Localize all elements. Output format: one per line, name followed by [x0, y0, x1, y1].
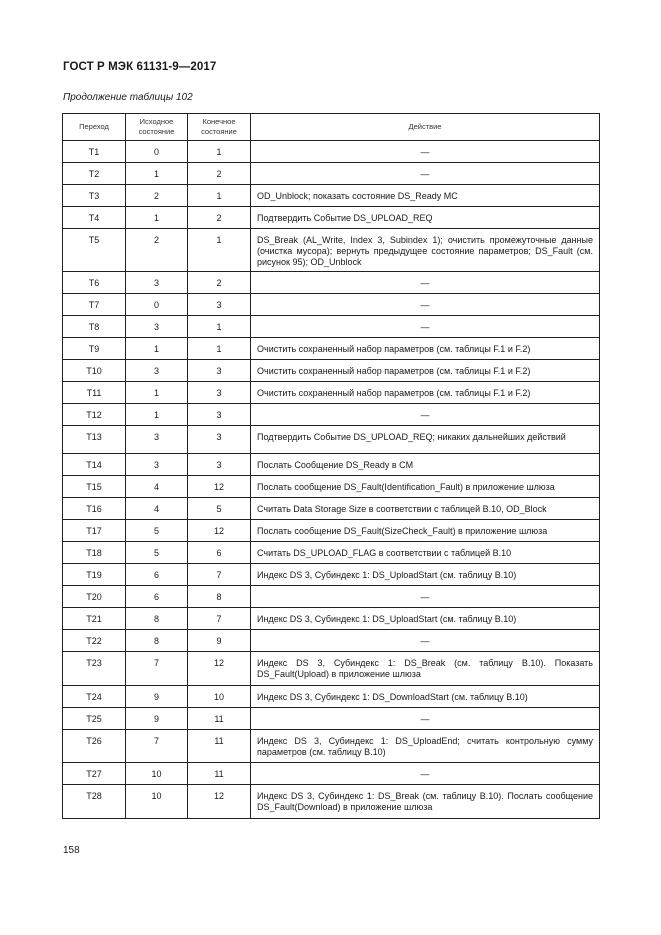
target-state-cell: 3 — [188, 404, 251, 426]
table-row — [63, 520, 600, 542]
table-row — [63, 404, 600, 426]
table-row — [63, 763, 600, 785]
table-row — [63, 338, 600, 360]
target-state-cell: 12 — [188, 476, 251, 498]
source-state-cell: 3 — [126, 426, 188, 454]
target-state-cell: 1 — [188, 338, 251, 360]
transition-table — [62, 113, 600, 819]
source-state-cell: 0 — [126, 294, 188, 316]
action-cell: — — [251, 294, 600, 316]
source-state-cell: 8 — [126, 608, 188, 630]
action-cell: — — [251, 316, 600, 338]
table-row — [63, 426, 600, 454]
target-state-cell: 3 — [188, 382, 251, 404]
transition-cell: T23 — [63, 652, 126, 686]
transition-cell: T25 — [63, 708, 126, 730]
target-state-cell: 8 — [188, 586, 251, 608]
source-state-cell: 4 — [126, 476, 188, 498]
table-row — [63, 730, 600, 763]
transition-cell: T14 — [63, 454, 126, 476]
source-state-cell: 3 — [126, 316, 188, 338]
target-state-cell: 11 — [188, 730, 251, 763]
action-cell: Послать сообщение DS_Fault(SizeCheck_Fault) в приложение шлюза — [251, 520, 600, 542]
transition-cell: T9 — [63, 338, 126, 360]
table-row — [63, 382, 600, 404]
source-state-cell: 7 — [126, 730, 188, 763]
transition-cell: T3 — [63, 185, 126, 207]
source-state-cell: 9 — [126, 686, 188, 708]
table-header-row — [63, 114, 600, 141]
transition-cell: T11 — [63, 382, 126, 404]
transition-cell: T12 — [63, 404, 126, 426]
col-header-source-state: Исходное состояние — [126, 114, 188, 141]
action-cell: Индекс DS 3, Субиндекс 1: DS_DownloadStart (см. таблицу B.10) — [251, 686, 600, 708]
transition-cell: T19 — [63, 564, 126, 586]
target-state-cell: 2 — [188, 272, 251, 294]
target-state-cell: 3 — [188, 454, 251, 476]
action-cell: — — [251, 163, 600, 185]
transition-cell: T16 — [63, 498, 126, 520]
table-row — [63, 608, 600, 630]
source-state-cell: 10 — [126, 763, 188, 785]
transition-cell: T20 — [63, 586, 126, 608]
target-state-cell: 12 — [188, 785, 251, 819]
target-state-cell: 7 — [188, 564, 251, 586]
table-row — [63, 316, 600, 338]
table-row — [63, 454, 600, 476]
target-state-cell: 12 — [188, 652, 251, 686]
target-state-cell: 1 — [188, 141, 251, 163]
target-state-cell: 7 — [188, 608, 251, 630]
target-state-cell: 11 — [188, 763, 251, 785]
transition-cell: T8 — [63, 316, 126, 338]
table-row — [63, 476, 600, 498]
transition-cell: T24 — [63, 686, 126, 708]
target-state-cell: 9 — [188, 630, 251, 652]
transition-cell: T22 — [63, 630, 126, 652]
table-row — [63, 586, 600, 608]
action-cell: OD_Unblock; показать состояние DS_Ready MC — [251, 185, 600, 207]
source-state-cell: 1 — [126, 207, 188, 229]
source-state-cell: 6 — [126, 586, 188, 608]
target-state-cell: 5 — [188, 498, 251, 520]
source-state-cell: 2 — [126, 185, 188, 207]
target-state-cell: 3 — [188, 360, 251, 382]
table-row — [63, 229, 600, 272]
transition-cell: T4 — [63, 207, 126, 229]
source-state-cell: 4 — [126, 498, 188, 520]
table-row — [63, 207, 600, 229]
action-cell: — — [251, 763, 600, 785]
table-row — [63, 686, 600, 708]
action-cell: — — [251, 630, 600, 652]
col-header-action: Действие — [251, 114, 600, 141]
action-cell: Индекс DS 3, Субиндекс 1: DS_Break (см. таблицу B.10). Показать DS_Fault(Upload) в приложение шлюза — [251, 652, 600, 686]
source-state-cell: 1 — [126, 382, 188, 404]
target-state-cell: 3 — [188, 426, 251, 454]
table-row — [63, 360, 600, 382]
action-cell: Считать Data Storage Size в соответствии с таблицей B.10, OD_Block — [251, 498, 600, 520]
source-state-cell: 3 — [126, 454, 188, 476]
table-row — [63, 498, 600, 520]
action-cell: Очистить сохраненный набор параметров (см. таблицы F.1 и F.2) — [251, 338, 600, 360]
transition-cell: T6 — [63, 272, 126, 294]
col-header-target-state: Конечное состояние — [188, 114, 251, 141]
document-header: ГОСТ Р МЭК 61131-9—2017 — [63, 61, 217, 73]
source-state-cell: 2 — [126, 229, 188, 272]
action-cell: — — [251, 272, 600, 294]
target-state-cell: 1 — [188, 316, 251, 338]
source-state-cell: 3 — [126, 272, 188, 294]
source-state-cell: 3 — [126, 360, 188, 382]
action-cell: Индекс DS 3, Субиндекс 1: DS_UploadStart (см. таблицу B.10) — [251, 564, 600, 586]
action-cell: Индекс DS 3, Субиндекс 1: DS_Break (см. таблицу B.10). Послать сообщение DS_Fault(Download) в приложение шлюза — [251, 785, 600, 819]
target-state-cell: 6 — [188, 542, 251, 564]
action-cell: Подтвердить Событие DS_UPLOAD_REQ; никаких дальнейших действий — [251, 426, 600, 454]
action-cell: — — [251, 708, 600, 730]
action-cell: — — [251, 141, 600, 163]
action-cell: Считать DS_UPLOAD_FLAG в соответствии с таблицей B.10 — [251, 542, 600, 564]
table-row — [63, 294, 600, 316]
source-state-cell: 1 — [126, 404, 188, 426]
transition-cell: T2 — [63, 163, 126, 185]
target-state-cell: 10 — [188, 686, 251, 708]
source-state-cell: 1 — [126, 338, 188, 360]
transition-cell: T10 — [63, 360, 126, 382]
source-state-cell: 0 — [126, 141, 188, 163]
transition-cell: T7 — [63, 294, 126, 316]
action-cell: — — [251, 404, 600, 426]
table-row — [63, 708, 600, 730]
action-cell: Индекс DS 3, Субиндекс 1: DS_UploadEnd; считать контрольную сумму параметров (см. таблицу B.10) — [251, 730, 600, 763]
action-cell: Подтвердить Событие DS_UPLOAD_REQ — [251, 207, 600, 229]
action-cell: Послать сообщение DS_Fault(Identification_Fault) в приложение шлюза — [251, 476, 600, 498]
table-row — [63, 272, 600, 294]
source-state-cell: 9 — [126, 708, 188, 730]
target-state-cell: 12 — [188, 520, 251, 542]
target-state-cell: 1 — [188, 229, 251, 272]
transition-cell: T21 — [63, 608, 126, 630]
table-row — [63, 630, 600, 652]
transition-cell: T1 — [63, 141, 126, 163]
action-cell: Очистить сохраненный набор параметров (см. таблицы F.1 и F.2) — [251, 382, 600, 404]
table-row — [63, 652, 600, 686]
target-state-cell: 11 — [188, 708, 251, 730]
table-row — [63, 163, 600, 185]
table-row — [63, 564, 600, 586]
source-state-cell: 1 — [126, 163, 188, 185]
table-caption: Продолжение таблицы 102 — [63, 92, 193, 103]
transition-cell: T5 — [63, 229, 126, 272]
transition-cell: T28 — [63, 785, 126, 819]
transition-cell: T27 — [63, 763, 126, 785]
source-state-cell: 5 — [126, 520, 188, 542]
target-state-cell: 1 — [188, 185, 251, 207]
source-state-cell: 7 — [126, 652, 188, 686]
table-row — [63, 785, 600, 819]
action-cell: DS_Break (AL_Write, Index 3, Subindex 1); очистить промежуточные данные (очистка мусора); вернуть предыдущее состояние параметров; DS_Fault (см. рисунок 95); OD_Unblock — [251, 229, 600, 272]
page-number: 158 — [63, 845, 80, 856]
transition-cell: T17 — [63, 520, 126, 542]
source-state-cell: 8 — [126, 630, 188, 652]
source-state-cell: 6 — [126, 564, 188, 586]
transition-cell: T15 — [63, 476, 126, 498]
col-header-transition: Переход — [63, 114, 126, 141]
table-row — [63, 185, 600, 207]
table-row — [63, 141, 600, 163]
transition-cell: T13 — [63, 426, 126, 454]
target-state-cell: 2 — [188, 207, 251, 229]
table-row — [63, 542, 600, 564]
action-cell: Очистить сохраненный набор параметров (см. таблицы F.1 и F.2) — [251, 360, 600, 382]
action-cell: — — [251, 586, 600, 608]
transition-cell: T18 — [63, 542, 126, 564]
action-cell: Послать Сообщение DS_Ready в CM — [251, 454, 600, 476]
source-state-cell: 5 — [126, 542, 188, 564]
source-state-cell: 10 — [126, 785, 188, 819]
target-state-cell: 3 — [188, 294, 251, 316]
transition-cell: T26 — [63, 730, 126, 763]
target-state-cell: 2 — [188, 163, 251, 185]
action-cell: Индекс DS 3, Субиндекс 1: DS_UploadStart (см. таблицу B.10) — [251, 608, 600, 630]
